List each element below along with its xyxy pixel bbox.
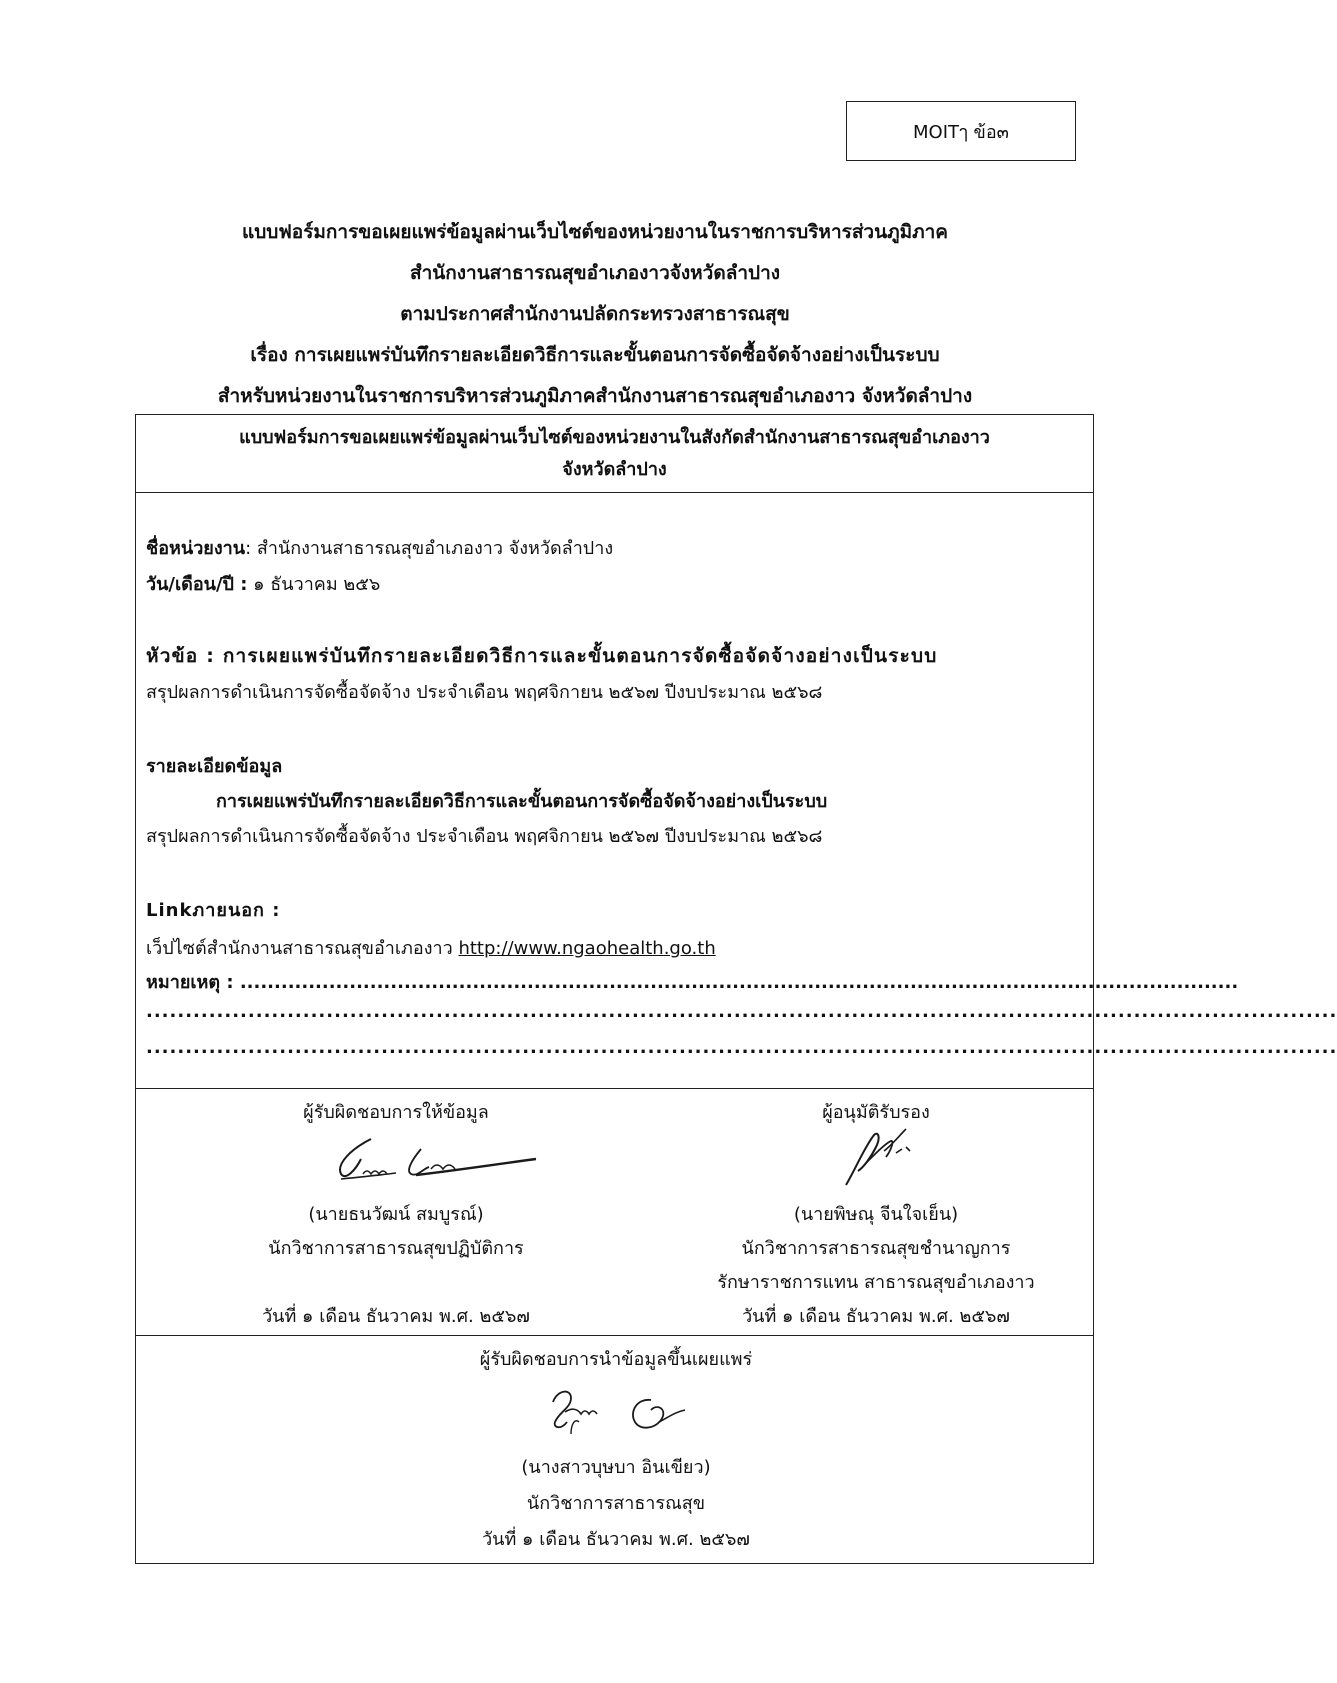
publisher-name: (นางสาวบุษบา อินเขียว): [521, 1457, 711, 1478]
approver-position: นักวิชาการสาธารณสุขชำนาญการ: [741, 1238, 1011, 1259]
header-line-2: สำนักงานสาธารณสุขอำเภองาวจังหวัดลำปาง: [409, 262, 781, 284]
approver-signature-block: [686, 1089, 1066, 1336]
link-label: Linkภายนอก :: [146, 900, 281, 921]
remark-dots-line-3: ........................................................................................................................................................: [146, 1037, 1337, 1058]
agency-value: : สำนักงานสาธารณสุขอำเภองาว จังหวัดลำปาง: [245, 538, 614, 559]
publisher-signature-block: [416, 1336, 816, 1563]
provider-signature-block: [216, 1089, 576, 1336]
publisher-position: นักวิชาการสาธารณสุข: [526, 1493, 706, 1514]
date-label: วัน/เดือน/ปี :: [146, 574, 248, 595]
website-link[interactable]: http://www.ngaohealth.go.th: [458, 938, 716, 959]
approver-date: วันที่ ๑ เดือน ธันวาคม พ.ศ. ๒๕๖๗: [742, 1306, 1010, 1327]
header-line-1: แบบฟอร์มการขอเผยแพร่ข้อมูลผ่านเว็บไซต์ของหน่วยงานในราชการบริหารส่วนภูมิภาค: [241, 221, 949, 243]
reference-code: MOITๅ ข้อ๓: [913, 121, 1009, 143]
header-line-3: ตามประกาศสำนักงานปลัดกระทรวงสาธารณสุข: [400, 303, 790, 325]
website-label: เว็ปไซต์สำนักงานสาธารณสุขอำเภองาว: [146, 938, 459, 959]
provider-name: (นายธนวัฒน์ สมบูรณ์): [308, 1204, 484, 1225]
date-value: ๑ ธันวาคม ๒๕๖: [247, 574, 381, 595]
website-line: [146, 933, 716, 962]
date-line: [146, 569, 380, 598]
form-table: [135, 414, 1337, 1564]
table-body-row: [136, 493, 1337, 1089]
approver-position-2: รักษาราชการแทน สาธารณสุขอำเภองาว: [717, 1272, 1035, 1293]
remark-line: [146, 967, 1238, 996]
approver-role: ผู้อนุมัติรับรอง: [822, 1102, 930, 1123]
provider-date: วันที่ ๑ เดือน ธันวาคม พ.ศ. ๒๕๖๗: [262, 1306, 530, 1327]
detail-title: การเผยแพร่บันทึกรายละเอียดวิธีการและขั้นตอนการจัดซื้อจัดจ้างอย่างเป็นระบบ: [216, 791, 828, 812]
approver-signature-image: [836, 1123, 926, 1193]
publisher-role: ผู้รับผิดชอบการนำข้อมูลขึ้นเผยแพร่: [479, 1349, 753, 1370]
remark-label: หมายเหตุ :: [146, 972, 240, 993]
agency-line: [146, 533, 613, 562]
topic-summary: สรุปผลการดำเนินการจัดซื้อจัดจ้าง ประจำเดือน พฤศจิกายน ๒๕๖๗ ปีงบประมาณ ๒๕๖๘: [146, 682, 823, 703]
remark-dots: ..................................................................................................................................................: [239, 972, 1239, 993]
detail-label: รายละเอียดข้อมูล: [146, 756, 283, 777]
provider-signature-image: [311, 1129, 541, 1187]
provider-role: ผู้รับผิดชอบการให้ข้อมูล: [303, 1102, 489, 1123]
header-line-5: สำหรับหน่วยงานในราชการบริหารส่วนภูมิภาคสำนักงานสาธารณสุขอำเภองาว จังหวัดลำปาง: [217, 385, 973, 407]
publisher-signature-image: [541, 1382, 701, 1444]
provider-position: นักวิชาการสาธารณสุขปฏิบัติการ: [268, 1238, 524, 1259]
reference-code-box: [846, 101, 1076, 161]
remark-dots-line-2: ........................................................................................................................................................: [146, 1001, 1337, 1022]
approver-name: (นายพิษณุ จีนใจเย็น): [793, 1204, 959, 1225]
document-header: [150, 212, 1040, 417]
topic-label: หัวข้อ : การเผยแพร่บันทึกรายละเอียดวิธีการและขั้นตอนการจัดซื้อจัดจ้างอย่างเป็นระบบ: [146, 645, 938, 667]
publisher-date: วันที่ ๑ เดือน ธันวาคม พ.ศ. ๒๕๖๗: [482, 1529, 750, 1550]
publisher-row: [136, 1336, 1093, 1563]
agency-label: ชื่อหน่วยงาน: [146, 538, 246, 559]
detail-summary: สรุปผลการดำเนินการจัดซื้อจัดจ้าง ประจำเดือน พฤศจิกายน ๒๕๖๗ ปีงบประมาณ ๒๕๖๘: [146, 826, 823, 847]
header-line-4: เรื่อง การเผยแพร่บันทึกรายละเอียดวิธีการและขั้นตอนการจัดซื้อจัดจ้างอย่างเป็นระบบ: [250, 344, 940, 366]
table-title-line-1: แบบฟอร์มการขอเผยแพร่ข้อมูลผ่านเว็บไซต์ของหน่วยงานในสังกัดสำนักงานสาธารณสุขอำเภองาว: [239, 427, 990, 448]
table-title-row: [136, 415, 1093, 493]
table-title-line-2: จังหวัดลำปาง: [562, 459, 667, 480]
signature-row: [136, 1089, 1093, 1336]
